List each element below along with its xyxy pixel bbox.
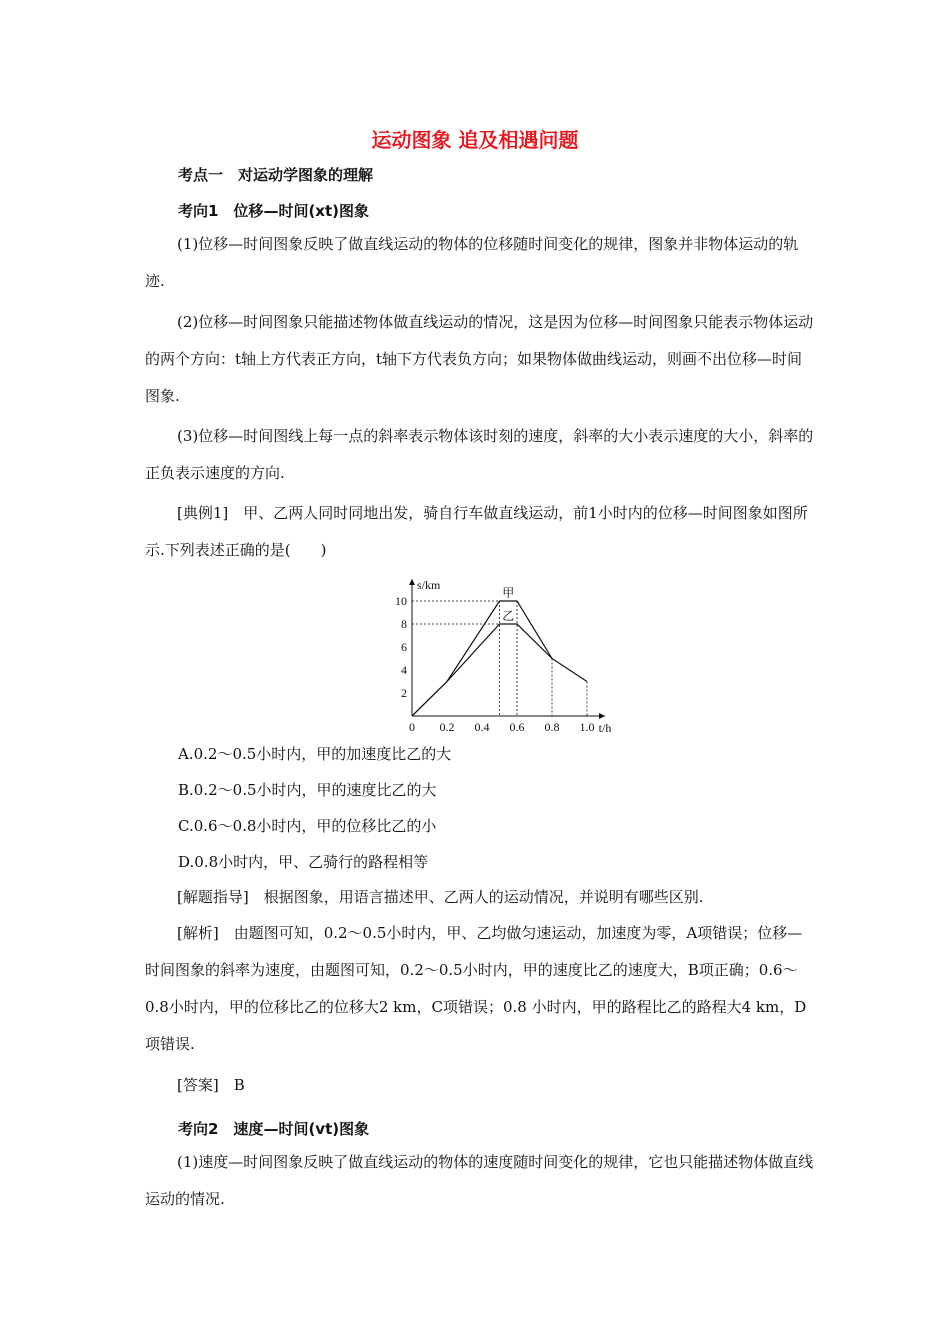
- y-axis-label: s/km: [417, 578, 441, 592]
- x-tick-label: 0.4: [474, 720, 490, 734]
- example-1: [典例1] 甲、乙两人同时同地出发，骑自行车做直线运动，前1小时内的位移—时间图象如图所示.下列表述正确的是( ): [145, 504, 808, 559]
- y-tick-label: 8: [401, 617, 407, 631]
- option-b: B.0.2～0.5小时内，甲的速度比乙的大: [178, 781, 437, 799]
- x-tick-label: 0: [409, 720, 415, 734]
- paragraph-4: (1)速度—时间图象反映了做直线运动的物体的速度随时间变化的规律，它也只能描述物体做直线运动的情况.: [145, 1153, 814, 1208]
- x-tick-label: 1.0: [579, 720, 595, 734]
- paragraph-2: (2)位移—时间图象只能描述物体做直线运动的情况，这是因为位移—时间图象只能表示物体运动的两个方向：t轴上方代表正方向，t轴下方代表负方向；如果物体做曲线运动，则画不出位移—时间图象.: [145, 313, 814, 405]
- topic-heading-1: 考向1 位移—时间(xt)图象: [178, 202, 369, 220]
- y-tick-label: 10: [395, 594, 407, 608]
- paragraph-3: (3)位移—时间图线上每一点的斜率表示物体该时刻的速度，斜率的大小表示速度的大小，斜率的正负表示速度的方向.: [145, 427, 814, 482]
- x-axis-arrow: [599, 713, 605, 719]
- topic-heading-2: 考向2 速度—时间(vt)图象: [178, 1120, 370, 1138]
- position-time-chart: [380, 575, 610, 735]
- option-c: C.0.6～0.8小时内，甲的位移比乙的小: [178, 817, 437, 835]
- option-a: A.0.2～0.5小时内，甲的加速度比乙的大: [178, 745, 452, 763]
- section-heading-1: 考点一 对运动学图象的理解: [178, 166, 374, 184]
- x-tick-label: 0.2: [439, 720, 455, 734]
- y-axis-arrow: [409, 579, 415, 585]
- x-axis-label: t/h: [598, 721, 612, 735]
- paragraph-1: (1)位移—时间图象反映了做直线运动的物体的位移随时间变化的规律，图象并非物体运动的轨迹.: [145, 235, 799, 290]
- page-title: 运动图象 追及相遇问题: [371, 128, 579, 152]
- option-d: D.0.8小时内，甲、乙骑行的路程相等: [178, 853, 429, 871]
- y-tick-label: 2: [401, 686, 407, 700]
- x-tick-label: 0.8: [544, 720, 560, 734]
- series-label-1: 乙: [502, 609, 515, 623]
- y-tick-label: 4: [401, 663, 407, 677]
- y-tick-label: 6: [401, 640, 407, 654]
- solution-guide: [解题指导] 根据图象，用语言描述甲、乙两人的运动情况，并说明有哪些区别.: [177, 888, 704, 906]
- series-line-1: [412, 624, 552, 716]
- series-label-0: 甲: [502, 586, 515, 600]
- analysis: [解析] 由题图可知，0.2～0.5小时内，甲、乙均做匀速运动，加速度为零，A项错误；位移—时间图象的斜率为速度，由题图可知，0.2～0.5小时内，甲的速度比乙的速度大，B项正确；0.6～0.8小时内，甲的位移比乙的位移大2 km，C项错误；0.8 小时内，甲的路程比乙的路程大4 km，D项错误.: [145, 924, 807, 1053]
- answer: [答案] B: [177, 1076, 245, 1094]
- x-tick-label: 0.6: [509, 720, 525, 734]
